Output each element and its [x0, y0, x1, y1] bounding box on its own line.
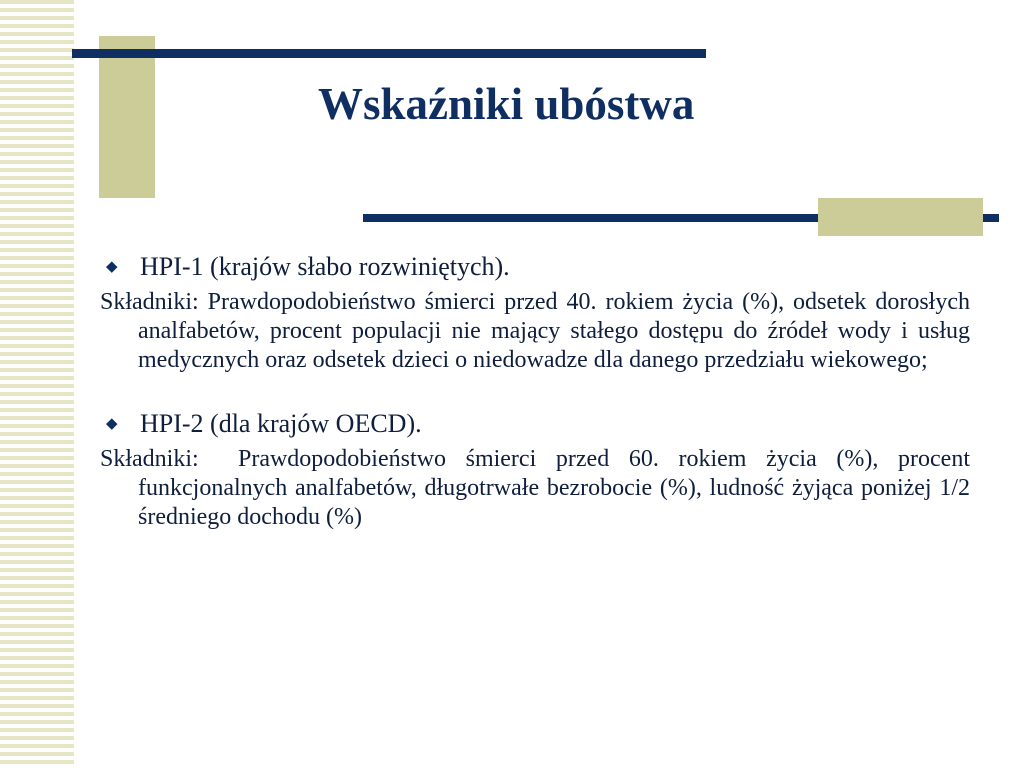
slide-title: Wskaźniki ubóstwa: [318, 79, 695, 129]
decorative-khaki-block-top: [99, 36, 155, 198]
bullet-item-hpi2: [100, 407, 970, 441]
slide-content: [100, 250, 976, 532]
decorative-stripes: [0, 0, 74, 768]
decorative-navy-bar-top: [72, 49, 706, 58]
diamond-icon: ◆: [106, 259, 118, 275]
paragraph-hpi1-components: Składniki: Prawdopodobieństwo śmierci przed 40. rokiem życia (%), odsetek dorosłych analfabetów, procent populacji nie mający stałego dostępu do źródeł wody i usług medycznych oraz odsetek dzieci o niedowadze dla danego przedziału wiekowego;: [100, 289, 970, 373]
decorative-khaki-block-middle: [818, 198, 983, 236]
diamond-icon: ◆: [106, 416, 118, 432]
bullet-text: HPI-1 (krajów słabo rozwiniętych).: [140, 252, 510, 281]
paragraph-hpi2-components: Składniki: Prawdopodobieństwo śmierci przed 60. rokiem życia (%), procent funkcjonalnych analfabetów, długotrwałe bezrobocie (%), ludność żyjąca poniżej 1/2 średniego dochodu (%): [100, 446, 976, 530]
bullet-item-hpi1: [100, 250, 970, 284]
bullet-text: HPI-2 (dla krajów OECD).: [140, 409, 422, 438]
